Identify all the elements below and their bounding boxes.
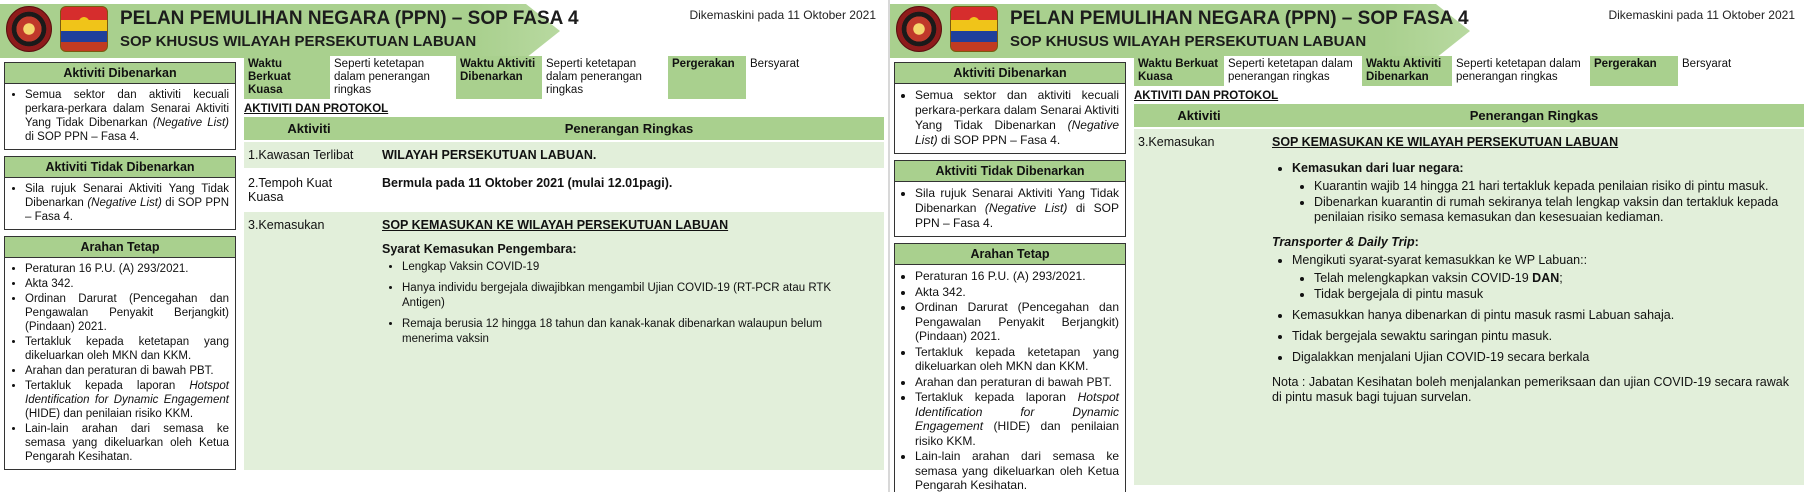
not-allowed-activities-title: Aktiviti Tidak Dibenarkan [895, 161, 1125, 182]
sidebar [4, 62, 236, 476]
directive-item: • Lain-lain arahan dari semasa ke semasa yang dikeluarkan oleh Ketua Pengarah Kesihatan. [915, 449, 1119, 492]
chip-value-effective-time: Seperti ketetapan dalam penerangan ringkas [330, 56, 456, 99]
entry-sop-title: SOP KEMASUKAN KE WILAYAH PERSEKUTUAN LABUAN [382, 218, 729, 232]
table-header [1134, 104, 1804, 127]
list-item: • Tidak bergejala sewaktu saringan pintu masuk. [1292, 329, 1796, 344]
column-header-description: Penerangan Ringkas [1469, 108, 1599, 123]
allowed-activities-box [894, 62, 1126, 154]
chip-value-movement: Bersyarat [746, 56, 824, 99]
government-seal-logo [6, 6, 52, 52]
not-allowed-activities-item: • Sila rujuk Senarai Aktiviti Yang Tidak Dibenarkan (Negative List) di SOP PPN – Fasa 4. [915, 186, 1119, 231]
allowed-activities-item: • Semua sektor dan aktiviti kecuali perkara-perkara dalam Senarai Aktiviti Yang Tidak Dibenarkan (Negative List) di SOP PPN – Fasa 4. [25, 88, 229, 144]
chip-value-activity-time: Seperti ketetapan dalam penerangan ringkas [1452, 56, 1590, 86]
not-allowed-activities-box [4, 156, 236, 230]
page-subtitle: SOP KHUSUS WILAYAH PERSEKUTUAN LABUAN [120, 33, 477, 50]
entry-conditions-heading: Syarat Kemasukan Pengembara: [382, 242, 577, 256]
row-label: 2.Tempoh Kuat Kuasa [248, 176, 333, 204]
directive-item: • Peraturan 16 P.U. (A) 293/2021. [25, 262, 229, 276]
document-page-right [890, 0, 1807, 492]
list-item: • Kemasukkan hanya dibenarkan di pintu masuk rasmi Labuan sahaja. [1292, 308, 1796, 323]
row-text [1264, 129, 1804, 485]
status-chips [244, 56, 884, 99]
allowed-activities-title: Aktiviti Dibenarkan [5, 63, 235, 84]
list-item: • Hanya individu bergejala diwajibkan mengambil Ujian COVID-19 (RT-PCR atau RTK Antigen) [402, 281, 876, 311]
updated-date: Dikemaskini pada 11 Oktober 2021 [1608, 8, 1795, 22]
directive-item: • Peraturan 16 P.U. (A) 293/2021. [915, 269, 1119, 284]
table-header [244, 117, 884, 140]
column-header-activity: Aktiviti [287, 121, 331, 136]
coat-of-arms-logo [950, 6, 998, 52]
list-item: • Digalakkan menjalani Ujian COVID-19 secara berkala [1292, 350, 1796, 365]
column-header-description: Penerangan Ringkas [564, 121, 694, 136]
list-item: • Kemasukan dari luar negara: [1292, 161, 1796, 176]
not-allowed-activities-item: • Sila rujuk Senarai Aktiviti Yang Tidak Dibenarkan (Negative List) di SOP PPN – Fasa 4. [25, 182, 229, 224]
row-text: WILAYAH PERSEKUTUAN LABUAN. [382, 148, 597, 162]
allowed-activities-title: Aktiviti Dibenarkan [895, 63, 1125, 84]
section-title: AKTIVITI DAN PROTOKOL [1134, 90, 1279, 102]
chip-label-movement: Pergerakan [668, 56, 746, 99]
main-content [1134, 56, 1804, 485]
list-item: • Telah melengkapkan vaksin COVID-19 DAN; [1314, 271, 1796, 286]
list-item: • Remaja berusia 12 hingga 18 tahun dan kanak-kanak dibenarkan walaupun belum menerima vaksin [402, 317, 876, 347]
standing-directives-title: Arahan Tetap [5, 237, 235, 258]
standing-directives-title: Arahan Tetap [895, 244, 1125, 265]
table-row [244, 210, 884, 470]
row-text: Bermula pada 11 Oktober 2021 (mulai 12.01pagi). [382, 176, 673, 190]
list-item: • Dibenarkan kuarantin di rumah sekiranya telah lengkap vaksin dan tertakluk kepada penilaian risiko semasa kemasukan dan kesesuaian kediaman. [1314, 195, 1796, 225]
allowed-activities-item: • Semua sektor dan aktiviti kecuali perkara-perkara dalam Senarai Aktiviti Yang Tidak Dibenarkan (Negative List) di SOP PPN – Fasa 4. [915, 88, 1119, 148]
row-label: 3.Kemasukan [248, 218, 325, 232]
chip-label-activity-time: Waktu Aktiviti Dibenarkan [1362, 56, 1452, 86]
directive-item: • Akta 342. [25, 277, 229, 291]
government-seal-logo [896, 6, 942, 52]
table-row [1134, 127, 1804, 485]
row-text [374, 212, 884, 470]
not-allowed-activities-title: Aktiviti Tidak Dibenarkan [5, 157, 235, 178]
page-title: PELAN PEMULIHAN NEGARA (PPN) – SOP FASA 4 [120, 8, 579, 29]
status-chips [1134, 56, 1804, 86]
chip-value-activity-time: Seperti ketetapan dalam penerangan ringkas [542, 56, 668, 99]
coat-of-arms-logo [60, 6, 108, 52]
directive-item: • Arahan dan peraturan di bawah PBT. [915, 375, 1119, 390]
sidebar [894, 62, 1126, 492]
directive-item: • Ordinan Darurat (Pencegahan dan Pengawalan Penyakit Berjangkit) (Pindaan) 2021. [25, 292, 229, 334]
directive-item: • Tertakluk kepada laporan Hotspot Identification for Dynamic Engagement (HIDE) dan penilaian risiko KKM. [25, 379, 229, 421]
list-item: • Tidak bergejala di pintu masuk [1314, 287, 1796, 302]
table-row [244, 168, 884, 210]
list-item: • Lengkap Vaksin COVID-19 [402, 260, 876, 275]
standing-directives-box [4, 236, 236, 470]
entry-sop-title: SOP KEMASUKAN KE WILAYAH PERSEKUTUAN LABUAN [1272, 135, 1619, 149]
directive-item: • Arahan dan peraturan di bawah PBT. [25, 364, 229, 378]
note-text: Nota : Jabatan Kesihatan boleh menjalankan pemeriksaan dan ujian COVID-19 secara rawak di pintu masuk bagi tujuan survelan. [1272, 375, 1789, 404]
standing-directives-box [894, 243, 1126, 492]
page-subtitle: SOP KHUSUS WILAYAH PERSEKUTUAN LABUAN [1010, 33, 1367, 50]
column-header-activity: Aktiviti [1177, 108, 1221, 123]
directive-item: • Ordinan Darurat (Pencegahan dan Pengawalan Penyakit Berjangkit) (Pindaan) 2021. [915, 300, 1119, 344]
main-content [244, 56, 884, 470]
list-item: • Kuarantin wajib 14 hingga 21 hari tertakluk kepada penilaian risiko di pintu masuk. [1314, 179, 1796, 194]
updated-date: Dikemaskini pada 11 Oktober 2021 [689, 8, 876, 22]
chip-label-movement: Pergerakan [1590, 56, 1678, 86]
document-page-left [0, 0, 888, 492]
directive-item: • Akta 342. [915, 285, 1119, 300]
table-row [244, 140, 884, 168]
row-label: 3.Kemasukan [1138, 135, 1215, 149]
chip-value-effective-time: Seperti ketetapan dalam penerangan ringkas [1224, 56, 1362, 86]
row-label: 1.Kawasan Terlibat [248, 148, 354, 162]
page-title: PELAN PEMULIHAN NEGARA (PPN) – SOP FASA 4 [1010, 8, 1469, 29]
directive-item: • Lain-lain arahan dari semasa ke semasa yang dikeluarkan oleh Ketua Pengarah Kesihatan. [25, 422, 229, 464]
chip-label-activity-time: Waktu Aktiviti Dibenarkan [456, 56, 542, 99]
section-title: AKTIVITI DAN PROTOKOL [244, 103, 389, 115]
chip-label-effective-time: Waktu Berkuat Kuasa [1134, 56, 1224, 86]
list-item: • Mengikuti syarat-syarat kemasukkan ke WP Labuan:: [1292, 253, 1796, 268]
chip-label-effective-time: Waktu Berkuat Kuasa [244, 56, 330, 99]
transporter-heading: Transporter & Daily Trip: [1272, 235, 1419, 249]
not-allowed-activities-box [894, 160, 1126, 237]
directive-item: • Tertakluk kepada ketetapan yang dikeluarkan oleh MKN dan KKM. [915, 345, 1119, 374]
chip-value-movement: Bersyarat [1678, 56, 1766, 86]
directive-item: • Tertakluk kepada ketetapan yang dikeluarkan oleh MKN dan KKM. [25, 335, 229, 363]
allowed-activities-box [4, 62, 236, 150]
directive-item: • Tertakluk kepada laporan Hotspot Identification for Dynamic Engagement (HIDE) dan penilaian risiko KKM. [915, 390, 1119, 448]
